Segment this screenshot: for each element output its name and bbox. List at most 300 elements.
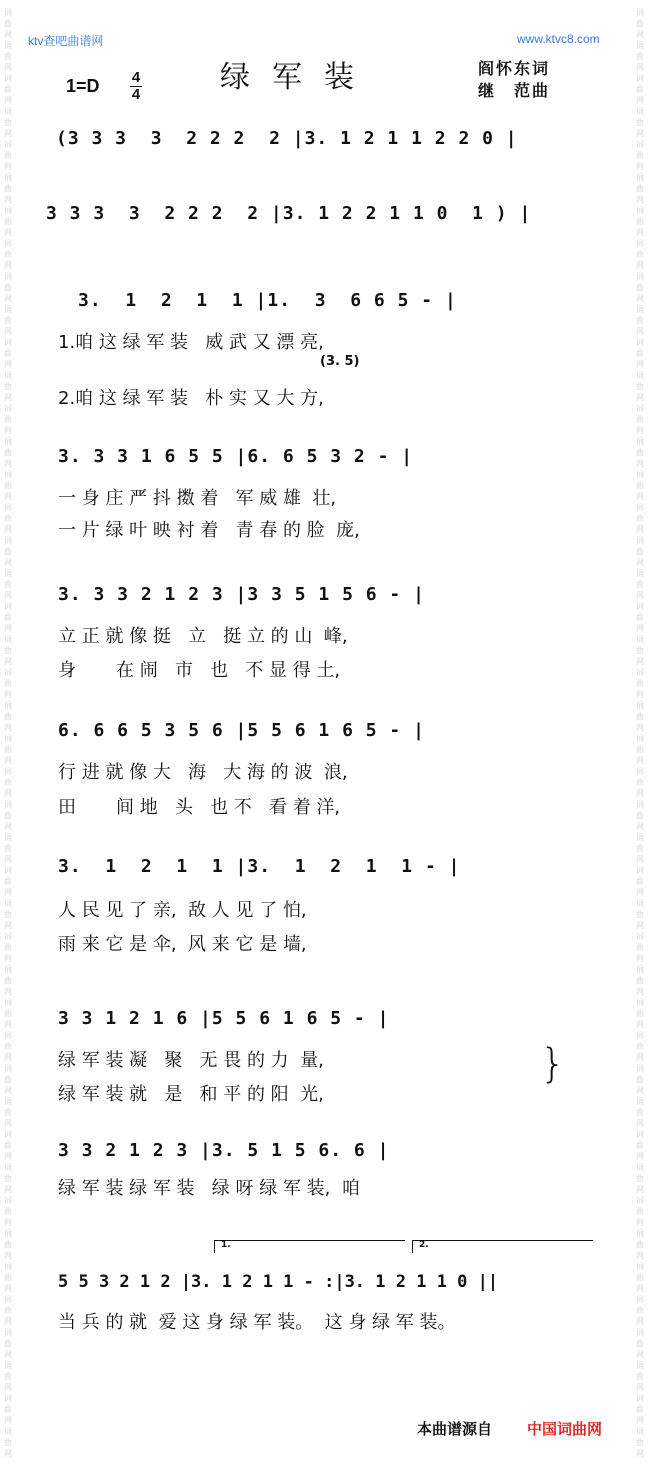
watermark-glyph: 网 [636, 492, 644, 501]
lyric-line-8-verse-1: 绿 军 装 凝 聚 无 畏 的 力 量, [58, 1050, 324, 1071]
watermark-glyph: 曲 [4, 1405, 12, 1414]
lyric-line-6-verse-2: 田 间 地 头 也 不 看 着 洋, [58, 797, 341, 818]
watermark-glyph: 网 [636, 96, 644, 105]
watermark-glyph: 曲 [4, 712, 12, 721]
watermark-glyph: 词 [636, 107, 644, 116]
volta-bracket-1 [214, 1240, 405, 1253]
watermark-glyph: 词 [636, 866, 644, 875]
watermark-glyph: 曲 [636, 646, 644, 655]
watermark-glyph: 曲 [636, 415, 644, 424]
time-signature [129, 70, 143, 103]
watermark-glyph: 网 [4, 855, 12, 864]
watermark-glyph: 网 [636, 1053, 644, 1062]
watermark-glyph: 网 [4, 525, 12, 534]
watermark-glyph: 曲 [636, 613, 644, 622]
watermark-glyph: 词 [4, 404, 12, 413]
watermark-glyph: 网 [4, 1152, 12, 1161]
watermark-glyph: 词 [4, 668, 12, 677]
watermark-glyph: 词 [4, 800, 12, 809]
watermark-glyph: 网 [636, 294, 644, 303]
volta-label-1: 1. [221, 1240, 231, 1250]
watermark-glyph: 网 [636, 1152, 644, 1161]
watermark-glyph: 曲 [4, 184, 12, 193]
watermark-glyph: 词 [4, 371, 12, 380]
watermark-glyph: 网 [4, 954, 12, 963]
watermark-glyph: 曲 [4, 514, 12, 523]
watermark-glyph: 网 [636, 624, 644, 633]
watermark-glyph: 曲 [4, 283, 12, 292]
watermark-glyph: 词 [636, 338, 644, 347]
watermark-glyph: 曲 [4, 745, 12, 754]
watermark-glyph: 词 [636, 701, 644, 710]
watermark-glyph: 网 [4, 162, 12, 171]
watermark-glyph: 词 [636, 1427, 644, 1436]
watermark-glyph: 网 [636, 723, 644, 732]
watermark-glyph: 曲 [636, 844, 644, 853]
watermark-glyph: 网 [636, 393, 644, 402]
watermark-glyph: 网 [636, 327, 644, 336]
time-signature-bottom: 4 [131, 86, 141, 103]
watermark-glyph: 网 [4, 888, 12, 897]
watermark-glyph: 曲 [4, 19, 12, 28]
watermark-glyph: 词 [4, 635, 12, 644]
watermark-glyph: 词 [4, 206, 12, 215]
watermark-glyph: 词 [4, 173, 12, 182]
watermark-glyph: 曲 [4, 151, 12, 160]
watermark-glyph: 词 [636, 569, 644, 578]
watermark-glyph: 曲 [4, 481, 12, 490]
watermark-glyph: 词 [636, 1394, 644, 1403]
watermark-glyph: 网 [4, 756, 12, 765]
watermark-glyph: 网 [636, 855, 644, 864]
watermark-glyph: 词 [4, 701, 12, 710]
watermark-glyph: 曲 [4, 250, 12, 259]
watermark-glyph: 词 [636, 767, 644, 776]
song-title: 绿军装 [220, 60, 376, 95]
watermark-glyph: 曲 [4, 1009, 12, 1018]
watermark-glyph: 曲 [4, 1273, 12, 1282]
watermark-glyph: 曲 [636, 910, 644, 919]
lyric-line-7-verse-2: 雨 来 它 是 伞, 风 来 它 是 墙, [58, 934, 307, 955]
watermark-column-left [2, 0, 14, 1465]
notation-line-1: (3 3 3 3 2 2 2 2 |3. 1 2 1 1 2 2 0 | [56, 128, 518, 149]
watermark-glyph: 曲 [636, 481, 644, 490]
watermark-glyph: 曲 [636, 184, 644, 193]
notation-line-5: 3. 3 3 2 1 2 3 |3 3 5 1 5 6 - | [58, 584, 425, 605]
watermark-glyph: 网 [4, 228, 12, 237]
time-signature-top: 4 [131, 69, 141, 86]
watermark-glyph: 曲 [636, 151, 644, 160]
watermark-glyph: 曲 [4, 580, 12, 589]
watermark-glyph: 网 [4, 1218, 12, 1227]
watermark-glyph: 词 [636, 1064, 644, 1073]
watermark-glyph: 词 [636, 965, 644, 974]
watermark-glyph: 词 [4, 1163, 12, 1172]
watermark-glyph: 曲 [636, 1372, 644, 1381]
lyric-line-6-verse-1: 行 进 就 像 大 海 大 海 的 波 浪, [58, 762, 348, 783]
lyric-line-10: 当 兵 的 就 爱 这 身 绿 军 装。 这 身 绿 军 装。 [58, 1312, 456, 1333]
watermark-glyph: 网 [4, 921, 12, 930]
site-label-left: ktv查吧曲谱网 [28, 34, 104, 48]
watermark-glyph: 曲 [636, 1240, 644, 1249]
watermark-glyph: 网 [4, 1119, 12, 1128]
watermark-glyph: 词 [4, 866, 12, 875]
watermark-glyph: 网 [4, 789, 12, 798]
watermark-glyph: 网 [636, 360, 644, 369]
watermark-glyph: 网 [636, 525, 644, 534]
watermark-glyph: 词 [4, 1262, 12, 1271]
notation-line-6: 6. 6 6 5 3 5 6 |5 5 6 1 6 5 - | [58, 720, 425, 741]
watermark-glyph: 词 [636, 41, 644, 50]
watermark-glyph: 词 [4, 1328, 12, 1337]
watermark-glyph: 网 [4, 426, 12, 435]
watermark-glyph: 网 [4, 1449, 12, 1458]
watermark-glyph: 曲 [636, 448, 644, 457]
watermark-glyph: 曲 [4, 52, 12, 61]
watermark-glyph: 曲 [636, 1075, 644, 1084]
watermark-glyph: 词 [4, 1196, 12, 1205]
watermark-glyph: 网 [636, 1086, 644, 1095]
watermark-glyph: 曲 [4, 382, 12, 391]
watermark-glyph: 曲 [636, 1174, 644, 1183]
watermark-glyph: 网 [4, 690, 12, 699]
watermark-glyph: 网 [4, 129, 12, 138]
watermark-glyph: 曲 [636, 19, 644, 28]
watermark-glyph: 曲 [4, 1306, 12, 1315]
volta-label-2: 2. [419, 1240, 429, 1250]
watermark-glyph: 曲 [636, 877, 644, 886]
verse-brace: } [540, 1041, 566, 1087]
watermark-glyph: 词 [4, 140, 12, 149]
watermark-glyph: 曲 [636, 580, 644, 589]
watermark-glyph: 曲 [636, 250, 644, 259]
watermark-glyph: 词 [636, 1295, 644, 1304]
watermark-glyph: 词 [4, 965, 12, 974]
watermark-glyph: 词 [636, 1163, 644, 1172]
watermark-glyph: 词 [636, 635, 644, 644]
watermark-glyph: 曲 [636, 1207, 644, 1216]
watermark-glyph: 词 [4, 305, 12, 314]
watermark-glyph: 网 [636, 558, 644, 567]
key-signature: 1=D [66, 76, 100, 96]
watermark-glyph: 网 [636, 1383, 644, 1392]
watermark-glyph: 曲 [636, 943, 644, 952]
watermark-glyph: 曲 [4, 646, 12, 655]
lyric-line-8-verse-2: 绿 军 装 就 是 和 平 的 阳 光, [58, 1084, 324, 1105]
watermark-glyph: 曲 [4, 613, 12, 622]
watermark-glyph: 网 [636, 459, 644, 468]
watermark-glyph: 网 [4, 1185, 12, 1194]
watermark-glyph: 网 [4, 723, 12, 732]
watermark-glyph: 网 [4, 1020, 12, 1029]
watermark-glyph: 网 [4, 360, 12, 369]
watermark-glyph: 网 [636, 1020, 644, 1029]
watermark-glyph: 词 [636, 734, 644, 743]
watermark-glyph: 曲 [4, 349, 12, 358]
watermark-glyph: 网 [4, 30, 12, 39]
watermark-glyph: 词 [4, 998, 12, 1007]
watermark-glyph: 词 [4, 767, 12, 776]
watermark-glyph: 词 [4, 272, 12, 281]
watermark-glyph: 网 [636, 690, 644, 699]
watermark-glyph: 网 [636, 1218, 644, 1227]
notation-line-3: 3. 1 2 1 1 |1. 3 6 6 5 - | [78, 290, 457, 311]
watermark-glyph: 词 [636, 998, 644, 1007]
watermark-glyph: 网 [636, 822, 644, 831]
watermark-glyph: 曲 [4, 1438, 12, 1447]
watermark-glyph: 曲 [4, 811, 12, 820]
alternate-notes: (3. 5) [320, 354, 360, 369]
watermark-glyph: 曲 [4, 85, 12, 94]
watermark-glyph: 词 [4, 1361, 12, 1370]
watermark-glyph: 网 [636, 63, 644, 72]
watermark-glyph: 词 [636, 239, 644, 248]
watermark-glyph: 词 [636, 8, 644, 17]
watermark-glyph: 词 [4, 1394, 12, 1403]
watermark-glyph: 词 [4, 41, 12, 50]
watermark-glyph: 网 [4, 1284, 12, 1293]
watermark-glyph: 曲 [636, 1339, 644, 1348]
watermark-glyph: 词 [4, 734, 12, 743]
watermark-glyph: 曲 [636, 85, 644, 94]
footer-source-label: 本曲谱源自 [417, 1420, 493, 1438]
watermark-glyph: 曲 [636, 976, 644, 985]
watermark-glyph: 曲 [4, 778, 12, 787]
watermark-glyph: 词 [636, 668, 644, 677]
watermark-glyph: 词 [636, 1130, 644, 1139]
watermark-glyph: 网 [636, 756, 644, 765]
watermark-glyph: 曲 [4, 118, 12, 127]
watermark-glyph: 曲 [4, 1174, 12, 1183]
watermark-glyph: 网 [4, 1350, 12, 1359]
watermark-glyph: 词 [4, 107, 12, 116]
watermark-glyph: 网 [636, 162, 644, 171]
watermark-glyph: 网 [636, 228, 644, 237]
watermark-glyph: 网 [636, 1317, 644, 1326]
lyric-line-4-verse-1: 一 身 庄 严 抖 擞 着 军 威 雄 壮, [58, 488, 337, 509]
watermark-glyph: 曲 [4, 1240, 12, 1249]
watermark-glyph: 词 [636, 800, 644, 809]
watermark-glyph: 曲 [636, 547, 644, 556]
watermark-glyph: 词 [4, 569, 12, 578]
watermark-glyph: 曲 [4, 1141, 12, 1150]
watermark-glyph: 词 [4, 503, 12, 512]
watermark-glyph: 网 [636, 954, 644, 963]
notation-line-2: 3 3 3 3 2 2 2 2 |3. 1 2 2 1 1 0 1 ) | [46, 203, 532, 224]
composer-credit: 继 范曲 [478, 81, 551, 100]
watermark-glyph: 网 [636, 30, 644, 39]
watermark-glyph: 网 [4, 822, 12, 831]
lyricist-credit: 阎怀东词 [478, 59, 551, 78]
watermark-glyph: 词 [4, 437, 12, 446]
watermark-glyph: 词 [636, 470, 644, 479]
watermark-glyph: 网 [4, 459, 12, 468]
watermark-glyph: 网 [636, 921, 644, 930]
watermark-glyph: 曲 [4, 316, 12, 325]
watermark-glyph: 网 [4, 558, 12, 567]
watermark-glyph: 曲 [636, 382, 644, 391]
watermark-glyph: 网 [4, 261, 12, 270]
watermark-glyph: 词 [4, 1229, 12, 1238]
lyric-line-9: 绿 军 装 绿 军 装 绿 呀 绿 军 装, 咱 [58, 1178, 360, 1199]
watermark-glyph: 网 [636, 591, 644, 600]
watermark-glyph: 词 [636, 206, 644, 215]
watermark-glyph: 网 [4, 63, 12, 72]
lyric-line-3-verse-2: 2.咱 这 绿 军 装 朴 实 又 大 方, [58, 388, 324, 409]
watermark-glyph: 网 [4, 1317, 12, 1326]
watermark-glyph: 网 [636, 195, 644, 204]
watermark-glyph: 曲 [4, 217, 12, 226]
watermark-glyph: 曲 [636, 283, 644, 292]
watermark-glyph: 网 [636, 1284, 644, 1293]
watermark-glyph: 曲 [636, 217, 644, 226]
watermark-glyph: 曲 [636, 1108, 644, 1117]
watermark-glyph: 网 [4, 393, 12, 402]
watermark-glyph: 词 [636, 1361, 644, 1370]
watermark-glyph: 曲 [636, 118, 644, 127]
watermark-glyph: 网 [636, 789, 644, 798]
watermark-glyph: 词 [636, 1097, 644, 1106]
lyric-line-7-verse-1: 人 民 见 了 亲, 敌 人 见 了 怕, [58, 900, 307, 921]
watermark-glyph: 网 [636, 1185, 644, 1194]
lyric-line-5-verse-2: 身 在 闹 市 也 不 显 得 土, [58, 660, 341, 681]
volta-bracket-2 [412, 1240, 593, 1253]
lyric-line-4-verse-2: 一 片 绿 叶 映 衬 着 青 春 的 脸 庞, [58, 520, 360, 541]
watermark-glyph: 曲 [636, 679, 644, 688]
watermark-glyph: 词 [4, 1130, 12, 1139]
watermark-glyph: 词 [636, 173, 644, 182]
watermark-glyph: 网 [636, 888, 644, 897]
watermark-glyph: 曲 [636, 811, 644, 820]
notation-line-7: 3. 1 2 1 1 |3. 1 2 1 1 - | [58, 856, 461, 877]
watermark-glyph: 词 [636, 1328, 644, 1337]
notation-line-4: 3. 3 3 1 6 5 5 |6. 6 5 3 2 - | [58, 446, 414, 467]
watermark-glyph: 曲 [4, 1075, 12, 1084]
watermark-glyph: 词 [636, 404, 644, 413]
watermark-glyph: 词 [636, 899, 644, 908]
watermark-glyph: 网 [4, 624, 12, 633]
watermark-glyph: 曲 [4, 976, 12, 985]
watermark-glyph: 网 [636, 1251, 644, 1260]
watermark-glyph: 词 [636, 437, 644, 446]
watermark-glyph: 词 [636, 305, 644, 314]
watermark-glyph: 曲 [4, 943, 12, 952]
watermark-glyph: 网 [4, 195, 12, 204]
watermark-glyph: 词 [4, 602, 12, 611]
watermark-glyph: 曲 [636, 1009, 644, 1018]
watermark-glyph: 网 [636, 426, 644, 435]
notation-line-8: 3 3 1 2 1 6 |5 5 6 1 6 5 - | [58, 1008, 390, 1029]
footer-source-name[interactable]: 中国词曲网 [527, 1420, 603, 1438]
watermark-glyph: 词 [636, 1031, 644, 1040]
watermark-glyph: 词 [4, 536, 12, 545]
watermark-glyph: 曲 [4, 1372, 12, 1381]
watermark-glyph: 词 [636, 1229, 644, 1238]
watermark-glyph: 曲 [4, 1108, 12, 1117]
watermark-glyph: 词 [4, 1427, 12, 1436]
watermark-glyph: 网 [636, 1119, 644, 1128]
watermark-glyph: 词 [4, 932, 12, 941]
watermark-glyph: 词 [636, 272, 644, 281]
watermark-glyph: 曲 [636, 349, 644, 358]
watermark-glyph: 网 [4, 591, 12, 600]
watermark-glyph: 词 [636, 503, 644, 512]
watermark-glyph: 曲 [4, 547, 12, 556]
watermark-glyph: 曲 [636, 316, 644, 325]
watermark-glyph: 网 [4, 1383, 12, 1392]
watermark-glyph: 网 [4, 492, 12, 501]
watermark-glyph: 网 [636, 261, 644, 270]
watermark-glyph: 网 [4, 327, 12, 336]
watermark-glyph: 词 [4, 338, 12, 347]
watermark-glyph: 网 [4, 1053, 12, 1062]
watermark-glyph: 网 [4, 657, 12, 666]
watermark-glyph: 网 [636, 1449, 644, 1458]
watermark-glyph: 曲 [636, 1042, 644, 1051]
site-label-right: www.ktvc8.com [517, 32, 600, 46]
watermark-glyph: 曲 [636, 778, 644, 787]
notation-line-10: 5 5 3 2 1 2 |3. 1 2 1 1 - :|3. 1 2 1 1 0 || [58, 1272, 499, 1292]
watermark-glyph: 曲 [636, 1438, 644, 1447]
watermark-glyph: 词 [4, 1097, 12, 1106]
watermark-glyph: 词 [636, 932, 644, 941]
watermark-glyph: 词 [636, 140, 644, 149]
watermark-glyph: 词 [4, 239, 12, 248]
watermark-glyph: 网 [4, 1251, 12, 1260]
watermark-glyph: 网 [636, 1416, 644, 1425]
watermark-glyph: 曲 [636, 1273, 644, 1282]
watermark-glyph: 词 [636, 1196, 644, 1205]
watermark-glyph: 网 [636, 129, 644, 138]
watermark-glyph: 网 [4, 294, 12, 303]
watermark-glyph: 曲 [4, 448, 12, 457]
watermark-glyph: 网 [4, 96, 12, 105]
watermark-glyph: 词 [4, 1031, 12, 1040]
watermark-glyph: 词 [636, 536, 644, 545]
watermark-glyph: 词 [636, 833, 644, 842]
watermark-glyph: 曲 [636, 745, 644, 754]
watermark-glyph: 曲 [4, 844, 12, 853]
watermark-glyph: 曲 [4, 877, 12, 886]
watermark-glyph: 曲 [636, 1306, 644, 1315]
watermark-glyph: 曲 [4, 415, 12, 424]
watermark-glyph: 词 [636, 1262, 644, 1271]
watermark-glyph: 词 [4, 1064, 12, 1073]
watermark-glyph: 曲 [4, 679, 12, 688]
watermark-glyph: 网 [636, 1350, 644, 1359]
watermark-glyph: 词 [636, 602, 644, 611]
watermark-glyph: 词 [4, 74, 12, 83]
watermark-glyph: 曲 [4, 1042, 12, 1051]
watermark-glyph: 曲 [636, 712, 644, 721]
watermark-glyph: 词 [4, 8, 12, 17]
watermark-glyph: 词 [4, 470, 12, 479]
watermark-glyph: 曲 [636, 1141, 644, 1150]
watermark-glyph: 曲 [4, 910, 12, 919]
watermark-glyph: 网 [4, 1086, 12, 1095]
watermark-glyph: 网 [4, 987, 12, 996]
lyric-line-5-verse-1: 立 正 就 像 挺 立 挺 立 的 山 峰, [58, 626, 348, 647]
watermark-glyph: 曲 [636, 52, 644, 61]
watermark-glyph: 网 [636, 657, 644, 666]
watermark-column-right [634, 0, 646, 1465]
notation-line-9: 3 3 2 1 2 3 |3. 5 1 5 6. 6 | [58, 1140, 390, 1161]
watermark-glyph: 词 [636, 74, 644, 83]
watermark-glyph: 词 [4, 899, 12, 908]
watermark-glyph: 曲 [4, 1339, 12, 1348]
watermark-glyph: 曲 [636, 1405, 644, 1414]
watermark-glyph: 词 [636, 371, 644, 380]
